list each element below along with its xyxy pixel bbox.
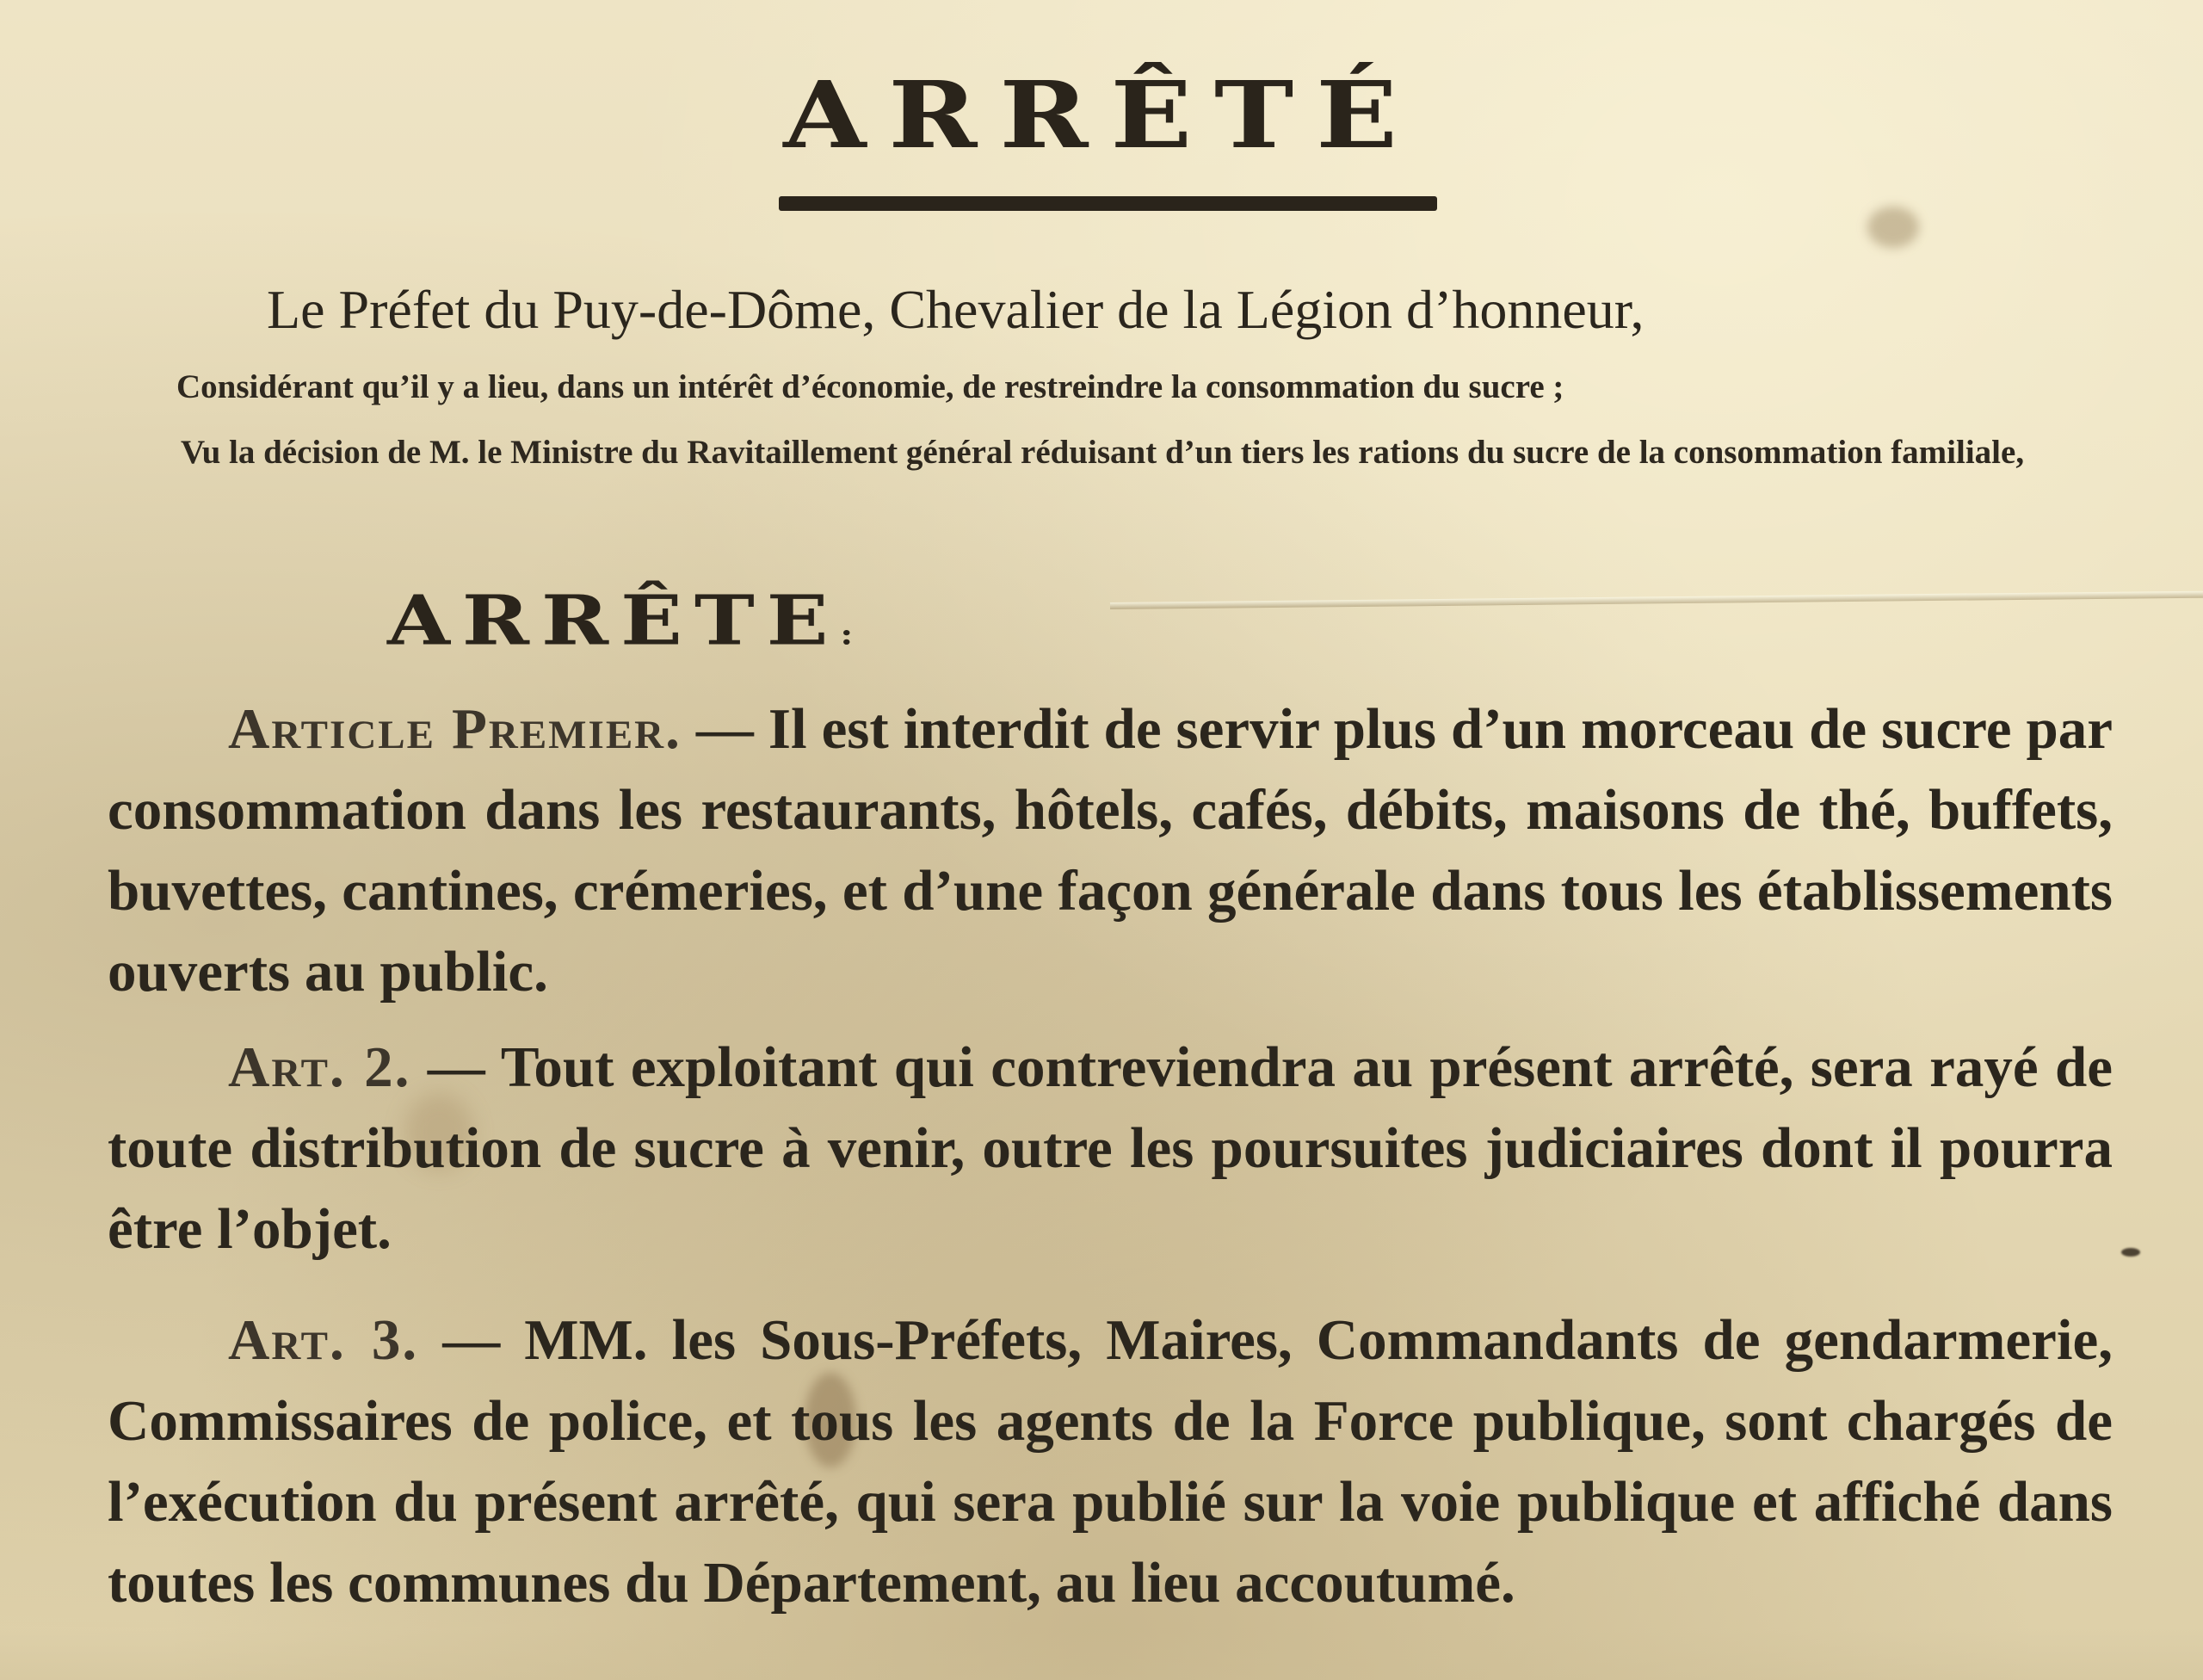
article-text: — Il est interdit de servir plus d’un morceau de sucre par consommation dans les restaurants, hôtels, cafés, débits, maisons de thé, buffets, buvettes, cantines, crémeries, et d’une façon générale dans tous les établissements ouverts au public. <box>108 697 2113 1004</box>
paper-stain <box>1867 207 1919 248</box>
article-label: Art. 3. <box>228 1308 419 1372</box>
arrete-heading-text: ARRÊTE <box>387 580 841 662</box>
title-underline <box>779 196 1437 211</box>
arrete-heading <box>387 577 853 678</box>
document-title: ARRÊTÉ <box>783 62 1420 170</box>
considerant-paragraph: Considérant qu’il y a lieu, dans un intérêt d’économie, de restreindre la consommation du sucre ; <box>176 368 1564 405</box>
bottom-fade <box>0 1628 2203 1680</box>
article-2 <box>108 1027 2113 1269</box>
article-text: — MM. les Sous-Préfets, Maires, Commandants de gendarmerie, Commissaires de police, et tous les agents de la Force publique, sont chargés de l’exécution du présent arrêté, qui sera publié sur la voie publique et affiché dans toutes les communes du Département, au lieu accoutumé. <box>108 1308 2113 1615</box>
prefet-line: Le Préfet du Puy-de-Dôme, Chevalier de la Légion d’honneur, <box>267 279 1645 340</box>
article-3 <box>108 1300 2113 1623</box>
vu-paragraph: Vu la décision de M. le Ministre du Ravitaillement général réduisant d’un tiers les rations du sucre de la consommation familiale, <box>181 434 2025 471</box>
arrete-heading-colon: : <box>840 617 854 652</box>
paper-stain <box>2121 1248 2140 1257</box>
paper-crease <box>1110 591 2203 609</box>
article-text: — Tout exploitant qui contreviendra au présent arrêté, sera rayé de toute distribution de sucre à venir, outre les poursuites judiciaires dont il pourra être l’objet. <box>108 1035 2113 1261</box>
article-premier <box>108 689 2113 1012</box>
article-label: Article Premier. <box>228 697 682 761</box>
article-label: Art. 2. <box>228 1035 411 1099</box>
